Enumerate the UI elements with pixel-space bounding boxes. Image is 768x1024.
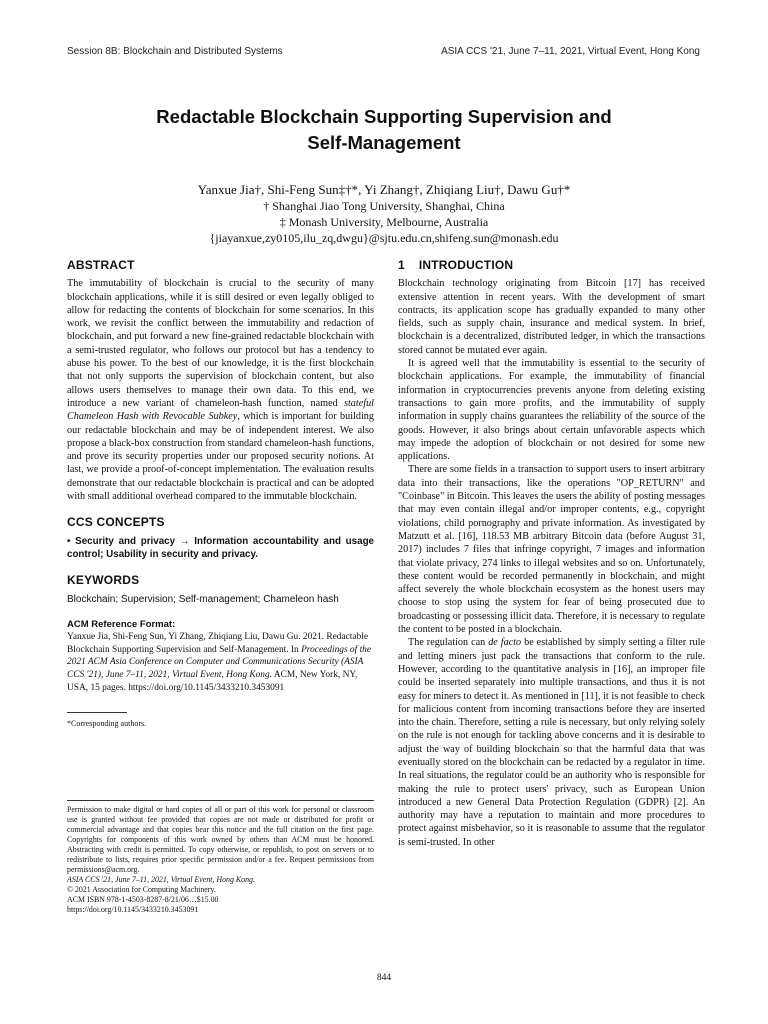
- intro-paragraph-3: There are some fields in a transaction to support users to insert arbitrary data into their transactions, like the operations "OP_RETURN" and "Coinbase" in Bitcoin. This leaves the users the ability of posting messages that may even contain illegal and/or improper contents, e.g., copyright violations, child pornography and private information. As investigated by Matzutt et al. [16], 118.53 MB arbitrary Bitcoin data (before August 31, 2017) includes 7 files that infringe copyright, 7 images and information that violate privacy, 274 links to illegal websites and so on. Unfortunately, these content would be recorded permanently in blockchain, and might affect severely the whole blockchain ecosystem as the honest users may choose to stop using the system for fear of being prosecuted due to broadcasting or possessing illicit data. Therefore, it is necessary to regulate the content to be posted in a blockchain.: [398, 464, 705, 636]
- left-column: [67, 259, 374, 729]
- author-names: Yanxue Jia†, Shi-Feng Sun‡†*, Yi Zhang†, Zhiqiang Liu†, Dawu Gu†*: [197, 182, 571, 197]
- footnote-rule: [67, 712, 127, 713]
- affiliation-2: ‡ Monash University, Melbourne, Australia: [279, 215, 489, 229]
- right-column: [398, 259, 705, 849]
- page-number: 844: [376, 973, 392, 983]
- running-header-left: Session 8B: Blockchain and Distributed Systems: [67, 46, 283, 57]
- permission-block: [67, 800, 374, 915]
- introduction-heading: [398, 259, 705, 272]
- footnote-corresponding: *Corresponding authors.: [67, 719, 147, 729]
- ccs-heading: CCS CONCEPTS: [67, 515, 165, 530]
- permission-text: Permission to make digital or hard copies of all or part of this work for personal or classroom use is granted without fee provided that copies are not made or distributed for profit or commercial advantage and that copies bear this notice and the full citation on the first page. Copyrights for components of this work owned by others than ACM must be honored. Abstracting with credit is permitted. To copy otherwise, or republish, to post on servers or to redistribute to lists, requires prior specific permission and/or a fee. Request permissions from permissions@acm.org.: [67, 805, 374, 874]
- section-title: INTRODUCTION: [418, 258, 514, 272]
- acm-reference-text-a: Yanxue Jia, Shi-Feng Sun, Yi Zhang, Zhiqiang Liu, Dawu Gu. 2021. Redactable Blockchain Supporting Supervision and Self-Management. In: [67, 632, 369, 655]
- paper-title: [60, 104, 708, 156]
- author-block: [60, 182, 708, 246]
- title-line-2: Self-Management: [307, 132, 461, 153]
- intro-p4-emphasis: de facto: [488, 637, 522, 649]
- abstract-text-emphasis: stateful Chameleon Hash with Revocable Subkey: [67, 397, 375, 423]
- permission-doi: https://doi.org/10.1145/3433210.3453091: [67, 905, 199, 914]
- running-header-right: ASIA CCS '21, June 7–11, 2021, Virtual Event, Hong Kong: [441, 46, 700, 57]
- acm-reference-text: [67, 631, 374, 694]
- permission-venue: [67, 875, 374, 885]
- abstract-text-b: , which is important for building our redactable blockchain and may be of independent interest. We also propose a black-box construction from standard chameleon-hash functions, and prove its security properties under our proposed security notions. At last, we provide a proof-of-concept implementation. The evaluation results demonstrate that our redactable blockchain is practical and can be adopted with small additional overhead compared to the immutable blockchain.: [67, 411, 374, 503]
- keywords-heading: KEYWORDS: [67, 573, 140, 588]
- section-number: 1: [398, 258, 405, 272]
- abstract-heading: ABSTRACT: [67, 258, 135, 272]
- permission-copyright: © 2021 Association for Computing Machinery.: [67, 885, 216, 894]
- acm-reference-text-emphasis: Proceedings of the 2021 ACM Asia Conference on Computer and Communications Security (ASIA CCS '21), June 7–11, 2021, Virtual Event, Hong Kong.: [67, 644, 372, 680]
- title-line-1: Redactable Blockchain Supporting Supervision and: [156, 106, 612, 127]
- acm-reference-heading: ACM Reference Format:: [67, 618, 176, 630]
- intro-p4-b: be established by simply setting a filter rule and letting miners just pack the transactions that conform to the rule. However, according to the quantitative analysis in [16], an improper file could be inserted separately into multiple transactions, and thus it is not easy for miners to detect it. As mentioned in [11], it is not feasible to check for malicious content from incoming transactions before they are inserted into the chain. Therefore, setting a rule is necessary, but only relying solely on the rule is not enough for tackling above concerns and it is desirable to adjust the way of building blockchain so that the harmful data that was eventually stored on the blockchain can be redacted by a regulator in time. In real situations, the regulator could be an authority who is responsible for making the rule to protect users' privacy, such as European Union introduced a new General Data Protection Regulation (GDPR) [2]. An authority may have a reputation to maintain and more procedures to protect against misbehavior, so it is reasonable to assume that the regulator is semi-trusted. In other: [398, 637, 705, 848]
- author-emails: {jiayanxue,zy0105,ilu_zq,dwgu}@sjtu.edu.cn,shifeng.sun@monash.edu: [209, 231, 559, 245]
- permission-isbn: ACM ISBN 978-1-4503-8287-8/21/06…$15.00: [67, 895, 219, 904]
- intro-paragraph-4: [398, 636, 705, 849]
- abstract-text: [67, 277, 374, 503]
- ccs-text: • Security and privacy → Information accountability and usage control; Usability in security and privacy.: [67, 535, 374, 560]
- acm-reference-text-b: ACM, New York, NY, USA, 15 pages. https://doi.org/10.1145/3433210.3453091: [67, 669, 358, 693]
- intro-paragraph-2: It is agreed well that the immutability is essential to the security of blockchain applications. For example, the immutability of financial information in cryptocurrencies prevents anyone from deleting existing transactions to gain more profits, and the immutability of supply information in supply chains guarantees the reliability of the source of the goods. However, it also brings about certain unfavorable aspects which may impede the adoption of blockchain or not desired for some new applications.: [398, 358, 705, 463]
- intro-paragraph-1: Blockchain technology originating from Bitcoin [17] has received extensive attention in recent years. With the development of smart contracts, its application scope has gradually expanded to many other fields, such as supply chain, insurance and medical system. In brief, blockchain is a decentralized, distributed ledger, in which the transactions stored cannot be mutated ever again.: [398, 278, 705, 356]
- permission-venue-text: ASIA CCS '21, June 7–11, 2021, Virtual Event, Hong Kong.: [67, 875, 255, 884]
- keywords-text: Blockchain; Supervision; Self-management; Chameleon hash: [67, 593, 339, 605]
- abstract-text-a: The immutability of blockchain is crucial to the security of many blockchain applications, while it is still desired or even legally obliged to allow for redacting the contents of blockchain for some scenarios. In this work, we revisit the conflict between the immutability and redaction of blockchain, and put forward a new fine-grained redactable blockchain with a semi-trusted regulator, who follows our protocol but has a tendency to abuse his power. To the best of our knowledge, it is the first blockchain that not only supports the supervision of blockchain content, but also allows users themselves to manage their own data. To this end, we introduce a new variant of chameleon-hash function, named: [67, 278, 374, 409]
- affiliation-1: † Shanghai Jiao Tong University, Shanghai, China: [263, 199, 505, 213]
- intro-p4-a: The regulation can: [408, 637, 489, 649]
